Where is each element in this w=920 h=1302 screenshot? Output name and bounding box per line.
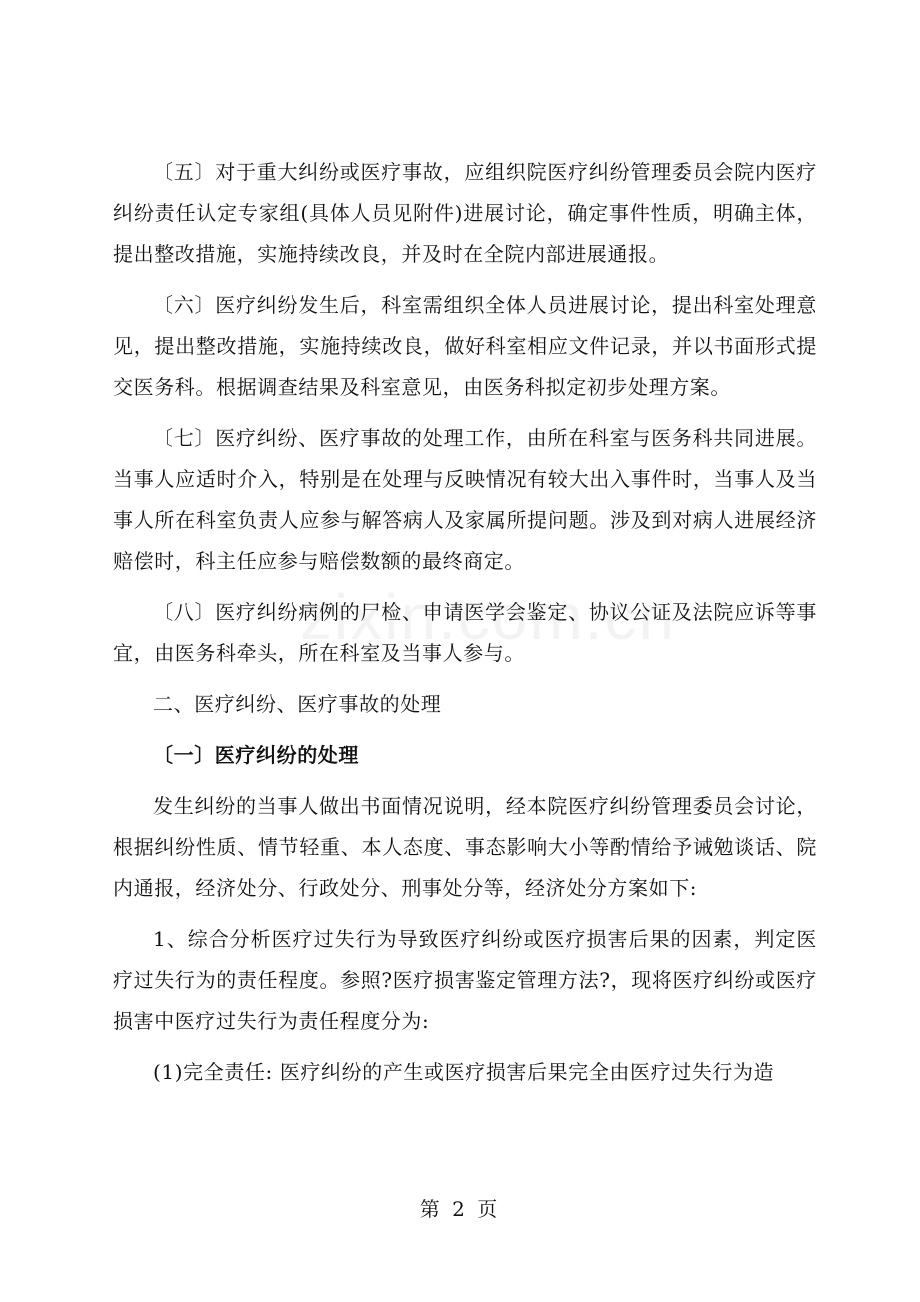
document-body xyxy=(113,152,817,1093)
section-heading: 二、医疗纠纷、医疗事故的处理 xyxy=(153,692,442,716)
page-number: 第 2 页 xyxy=(419,1197,501,1221)
subsection-heading: 〔一〕医疗纠纷的处理 xyxy=(153,743,359,767)
paragraph-item-7: 〔七〕医疗纠纷、医疗事故的处理工作，由所在科室与医务科共同进展。当事人应适时介入，特别是在处理与反映情况有较大出入事件时，当事人及当事人所在科室负责人应参与解答病人及家属所提问题。涉及到对病人进展经济赔偿时，科主任应参与赔偿数额的最终商定。 xyxy=(113,426,817,573)
paragraph-item-8: 〔八〕医疗纠纷病例的尸检、申请医学会鉴定、协议公证及法院应诉等事宜，由医务科牵头，所在科室及当事人参与。 xyxy=(113,600,817,665)
paragraph-item-6: 〔六〕医疗纠纷发生后，科室需组织全体人员进展讨论，提出科室处理意见，提出整改措施，实施持续改良，做好科室相应文件记录，并以书面形式提交医务科。根据调查结果及科室意见，由医务科拟定初步处理方案。 xyxy=(113,293,817,399)
paragraph-responsibility: 1、综合分析医疗过失行为导致医疗纠纷或医疗损害后果的因素，判定医疗过失行为的责任程度。参照?医疗损害鉴定管理方法?，现将医疗纠纷或医疗损害中医疗过失行为责任程度分为: xyxy=(113,927,817,1033)
paragraph-full-responsibility: (1)完全责任: 医疗纠纷的产生或医疗损害后果完全由医疗过失行为造 xyxy=(153,1060,775,1084)
paragraph-disposition: 发生纠纷的当事人做出书面情况说明，经本院医疗纠纷管理委员会讨论，根据纠纷性质、情节轻重、本人态度、事态影响大小等酌情给予诫勉谈话、院内通报，经济处分、行政处分、刑事处分等，经济处分方案如下: xyxy=(113,794,817,900)
paragraph-item-5: 〔五〕对于重大纠纷或医疗事故，应组织院医疗纠纷管理委员会院内医疗纠纷责任认定专家组(具体人员见附件)进展讨论，确定事件性质，明确主体，提出整改措施，实施持续改良，并及时在全院内部进展通报。 xyxy=(113,160,817,266)
